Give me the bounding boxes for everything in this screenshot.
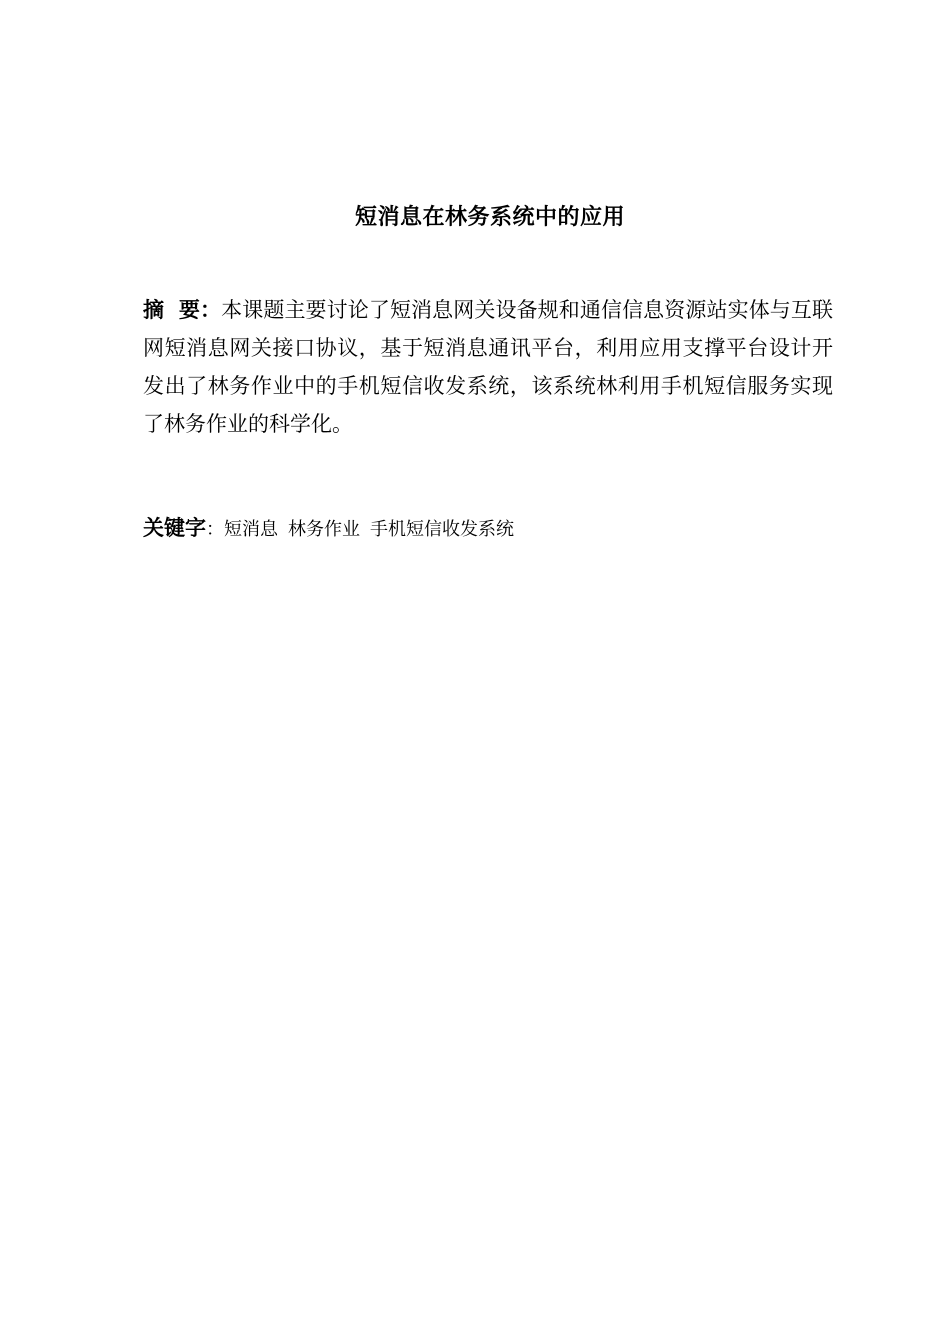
- keyword-item: 林务作业: [288, 519, 360, 540]
- abstract-text: 本课题主要讨论了短消息网关设备规和通信信息资源站实体与互联网短消息网关接口协议，基于短消息通讯平台，利用应用支撑平台设计开发出了林务作业中的手机短信收发系统，该系统林利用手机短信服务实现了林务作业的科学化。: [143, 298, 834, 436]
- keywords-colon: ：: [206, 519, 224, 540]
- abstract-label: 摘 要：: [143, 298, 222, 322]
- keyword-item: 手机短信收发系统: [370, 519, 514, 540]
- keywords-line: [143, 513, 833, 545]
- abstract-paragraph: [143, 291, 833, 443]
- keywords-label: 关键字: [143, 516, 206, 540]
- keyword-item: 短消息: [224, 519, 278, 540]
- document-title: 短消息在林务系统中的应用: [354, 205, 625, 230]
